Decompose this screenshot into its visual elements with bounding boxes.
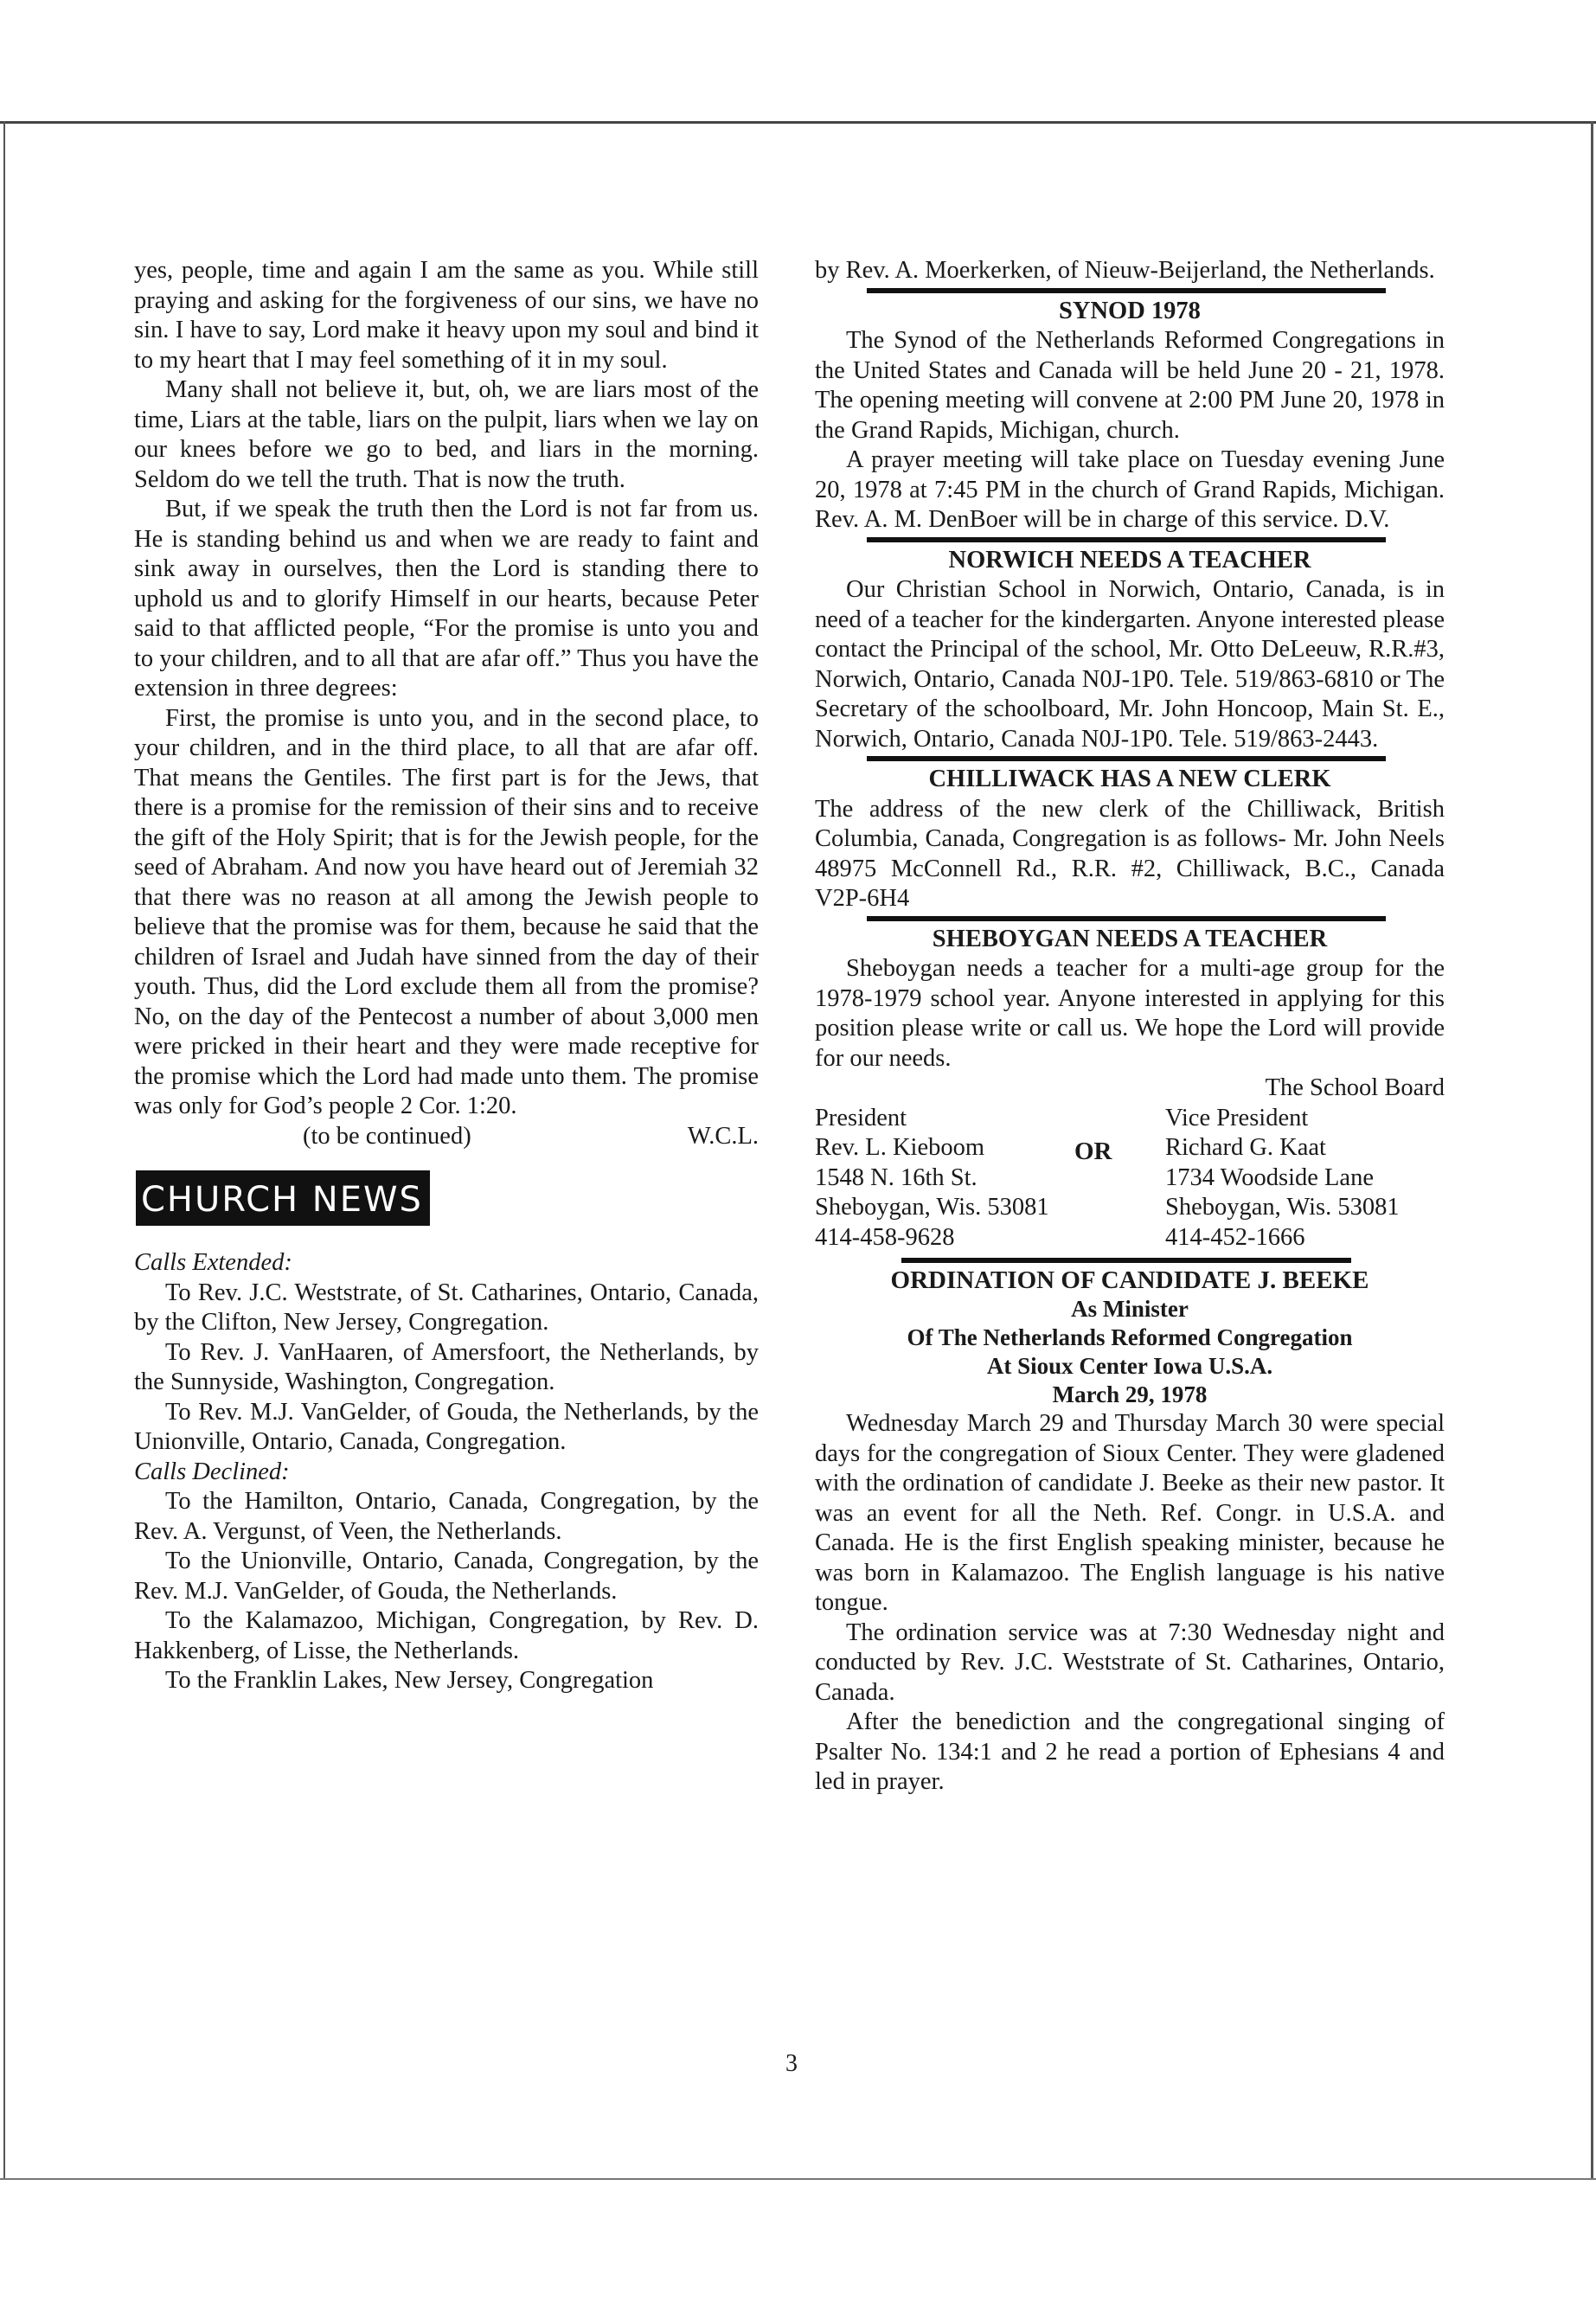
section-divider [867, 288, 1386, 293]
author-initials: W.C.L. [687, 1122, 759, 1150]
president-name: Rev. L. Kieboom [815, 1134, 985, 1161]
president-street: 1548 N. 16th St. [815, 1163, 977, 1191]
sermon-paragraph-3: But, if we speak the truth then the Lord is not far from us. He is standing behind us and when we are ready to faint and sink away in ourselves, then the Lord is standing there to uphold us and to glorify Himself in our hearts, because Peter said to that afflicted people, “For the promise is unto you and to your children, and to all that are afar off.” Thus you have the extension in three degrees: [134, 496, 759, 702]
sheboygan-heading: SHEBOYGAN NEEDS A TEACHER [932, 925, 1328, 952]
vice-president-city: Sheboygan, Wis. 53081 [1165, 1194, 1400, 1221]
ordination-paragraph-2: The ordination service was at 7:30 Wednesday night and conducted by Rev. J.C. Weststrate of St. Catharines, Ontario, Canada. [815, 1618, 1445, 1706]
ordination-paragraph-1: Wednesday March 29 and Thursday March 30 were special days for the congregation of Sioux Center. They were gladened with the ordination of candidate J. Beeke as their new pastor. It was an event for all the Neth. Ref. Congr. in U.S.A. and Canada. He is the first English speaking minister, because he was born in Kalamazoo. The English language is his native tongue. [815, 1410, 1445, 1616]
president-phone: 414-458-9628 [815, 1223, 955, 1251]
carryover-text: by Rev. A. Moerkerken, of Nieuw-Beijerland, the Netherlands. [815, 257, 1435, 284]
or-label: OR [1074, 1137, 1112, 1165]
calls-extended-label: Calls Extended: [134, 1249, 292, 1276]
officers-block [815, 1104, 1445, 1253]
norwich-paragraph: Our Christian School in Norwich, Ontario, Canada, is in need of a teacher for the kindergarten. Anyone interested please contact the Principal of the school, Mr. Otto DeLeeuw, R.R.#3, Norwich, Ontario, Canada N0J-1P0. Tele. 519/863-6810 or The Secretary of the schoolboard, Mr. John Honcoop, Main St. E., Norwich, Ontario, Canada N0J-1P0. Tele. 519/863-2443. [815, 576, 1445, 753]
vice-president-name: Richard G. Kaat [1165, 1134, 1326, 1161]
page-bottom-border [0, 2178, 1596, 2180]
norwich-heading: NORWICH NEEDS A TEACHER [948, 546, 1311, 574]
section-divider [867, 756, 1386, 761]
page-number: 3 [785, 2050, 798, 2077]
vice-president-title: Vice President [1165, 1104, 1309, 1131]
ordination-subheading-2: Of The Netherlands Reformed Congregation [907, 1324, 1353, 1350]
right-column [815, 256, 1445, 1798]
church-news-banner: CHURCH NEWS [136, 1170, 430, 1226]
call-declined-3: To the Kalamazoo, Michigan, Congregation, by Rev. D. Hakkenberg, of Lisse, the Netherlands. [134, 1607, 759, 1664]
vice-president-phone: 414-452-1666 [1165, 1223, 1305, 1251]
to-be-continued: (to be continued) [303, 1122, 471, 1150]
left-column [134, 256, 759, 1696]
ordination-subheading-3: At Sioux Center Iowa U.S.A. [986, 1353, 1273, 1379]
president-contact [815, 1104, 1165, 1253]
chilliwack-paragraph: The address of the new clerk of the Chilliwack, British Columbia, Canada, Congregation is as follows- Mr. John Neels 48975 McConnell Rd., R.R. #2, Chilliwack, B.C., Canada V2P-6H4 [815, 795, 1445, 912]
section-divider [867, 916, 1386, 921]
sermon-paragraph-2: Many shall not believe it, but, oh, we are liars most of the time, Liars at the table, liars on the pulpit, liars when we lay on our knees before we go to bed, and liars in the morning. Seldom do we tell the truth. That is now the truth. [134, 376, 759, 493]
sermon-paragraph-4: First, the promise is unto you, and in the second place, to your children, and in the third place, to all that are afar off. That means the Gentiles. The first part is for the Jews, that there is a promise for the remission of their sins and to receive the gift of the Holy Spirit; that is for the Jewish people, for the seed of Abraham. And now you have heard out of Jeremiah 32 that there was no reason at all among the Jewish people to believe that the promise was for them, because he said that the children of Israel and Judah have sinned from the day of their youth. Thus, did the Lord exclude them all from the promise? No, on the day of the Pentecost a number of about 3,000 men were pricked in their heart and they were made receptive for the promise which the Lord had made unto them. The promise was only for God’s people 2 Cor. 1:20. [134, 704, 759, 1119]
call-declined-1: To the Hamilton, Ontario, Canada, Congregation, by the Rev. A. Vergunst, of Veen, the Netherlands. [134, 1488, 759, 1545]
section-divider [901, 1258, 1351, 1263]
section-divider [867, 537, 1386, 542]
call-extended-2: To Rev. J. VanHaaren, of Amersfoort, the Netherlands, by the Sunnyside, Washington, Congregation. [134, 1338, 759, 1395]
page-left-border [3, 121, 5, 2180]
call-extended-1: To Rev. J.C. Weststrate, of St. Catharines, Ontario, Canada, by the Clifton, New Jersey, Congregation. [134, 1279, 759, 1336]
synod-heading: SYNOD 1978 [1059, 297, 1201, 324]
ordination-paragraph-3: After the benediction and the congregational singing of Psalter No. 134:1 and 2 he read a portion of Ephesians 4 and led in prayer. [815, 1708, 1445, 1795]
page-top-border [0, 121, 1596, 124]
ordination-subheading-1: As Minister [1071, 1296, 1189, 1322]
school-board-signature: The School Board [1265, 1074, 1445, 1101]
president-city: Sheboygan, Wis. 53081 [815, 1194, 1049, 1221]
call-extended-3: To Rev. M.J. VanGelder, of Gouda, the Netherlands, by the Unionville, Ontario, Canada, Congregation. [134, 1398, 759, 1455]
synod-paragraph-2: A prayer meeting will take place on Tuesday evening June 20, 1978 at 7:45 PM in the church of Grand Rapids, Michigan. Rev. A. M. DenBoer will be in charge of this service. D.V. [815, 446, 1445, 533]
president-title: President [815, 1104, 907, 1131]
ordination-date: March 29, 1978 [1052, 1381, 1208, 1407]
sermon-paragraph-1: yes, people, time and again I am the same as you. While still praying and asking for the forgiveness of our sins, we have no sin. I have to say, Lord make it heavy upon my soul and bind it to my heart that I may feel something of it in my soul. [134, 257, 759, 374]
sheboygan-paragraph: Sheboygan needs a teacher for a multi-age group for the 1978-1979 school year. Anyone interested in applying for this position please write or call us. We hope the Lord will provide for our needs. [815, 955, 1445, 1072]
ordination-heading: ORDINATION OF CANDIDATE J. BEEKE [890, 1266, 1369, 1294]
vice-president-contact [1165, 1104, 1445, 1253]
synod-paragraph-1: The Synod of the Netherlands Reformed Congregations in the United States and Canada will be held June 20 - 21, 1978. The opening meeting will convene at 2:00 PM June 20, 1978 in the Grand Rapids, Michigan, church. [815, 327, 1445, 444]
vice-president-street: 1734 Woodside Lane [1165, 1163, 1374, 1191]
continued-line [134, 1122, 759, 1152]
page-right-border [1591, 121, 1593, 2180]
call-declined-2: To the Unionville, Ontario, Canada, Congregation, by the Rev. M.J. VanGelder, of Gouda, the Netherlands. [134, 1548, 759, 1605]
call-declined-4: To the Franklin Lakes, New Jersey, Congregation [165, 1667, 654, 1694]
calls-declined-label: Calls Declined: [134, 1458, 290, 1485]
chilliwack-heading: CHILLIWACK HAS A NEW CLERK [928, 766, 1331, 792]
